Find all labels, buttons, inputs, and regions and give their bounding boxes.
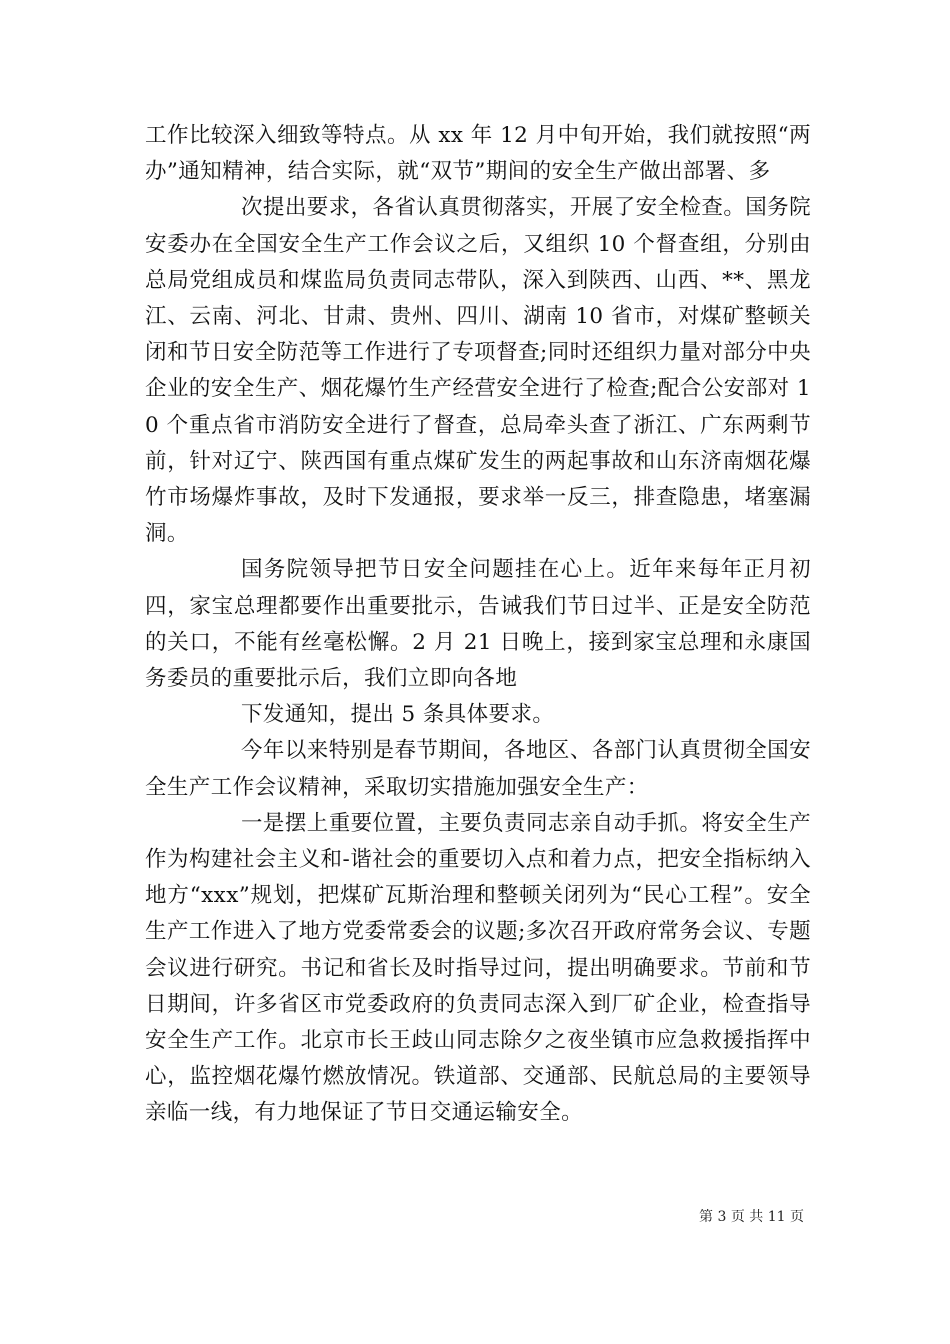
paragraph-5: 今年以来特别是春节期间，各地区、各部门认真贯彻全国安全生产工作会议精神，采取切实措施加强安全生产：: [145, 738, 811, 800]
paragraph-6: 一是摆上重要位置，主要负责同志亲自动手抓。将安全生产作为构建社会主义和-谐社会的重要切入点和着力点，把安全指标纳入地方“xxx”规划，把煤矿瓦斯治理和整顿关闭列为“民心工程”。安全生产工作进入了地方党委常委会的议题;多次召开政府常务会议、专题会议进行研究。书记和省长及时指导过问，提出明确要求。节前和节日期间，许多省区市党委政府的负责同志深入到厂矿企业，检查指导安全生产工作。北京市长王歧山同志除夕之夜坐镇市应急救援指挥中心，监控烟花爆竹燃放情况。铁道部、交通部、民航总局的主要领导亲临一线，有力地保证了节日交通运输安全。: [145, 810, 811, 1126]
page-number-footer: 第 3 页 共 11 页: [699, 1209, 804, 1225]
paragraph-2: 次提出要求，各省认真贯彻落实，开展了安全检查。国务院安委办在全国安全生产工作会议之后，又组织 10 个督查组，分别由总局党组成员和煤监局负责同志带队，深入到陕西、山西、**、黑龙江、云南、河北、甘肃、贵州、四川、湖南 10 省市，对煤矿整顿关闭和节日安全防范等工作进行了专项督查;同时还组织力量对部分中央企业的安全生产、烟花爆竹生产经营安全进行了检查;配合公安部对 10 个重点省市消防安全进行了督查，总局牵头查了浙江、广东两剩节前，针对辽宁、陕西国有重点煤矿发生的两起事故和山东济南烟花爆竹市场爆炸事故，及时下发通报，要求举一反三，排查隐患，堵塞漏洞。: [145, 195, 811, 547]
paragraph-1: 工作比较深入细致等特点。从 xx 年 12 月中旬开始，我们就按照“两办”通知精神，结合实际，就“双节”期间的安全生产做出部署、多: [145, 123, 811, 185]
paragraph-3: 国务院领导把节日安全问题挂在心上。近年来每年正月初四，家宝总理都要作出重要批示，告诫我们节日过半、正是安全防范的关口，不能有丝毫松懈。2 月 21 日晚上，接到家宝总理和永康国务委员的重要批示后，我们立即向各地: [145, 557, 811, 692]
document-body: [145, 118, 811, 1132]
paragraph-4: 下发通知，提出 5 条具体要求。: [241, 702, 555, 728]
